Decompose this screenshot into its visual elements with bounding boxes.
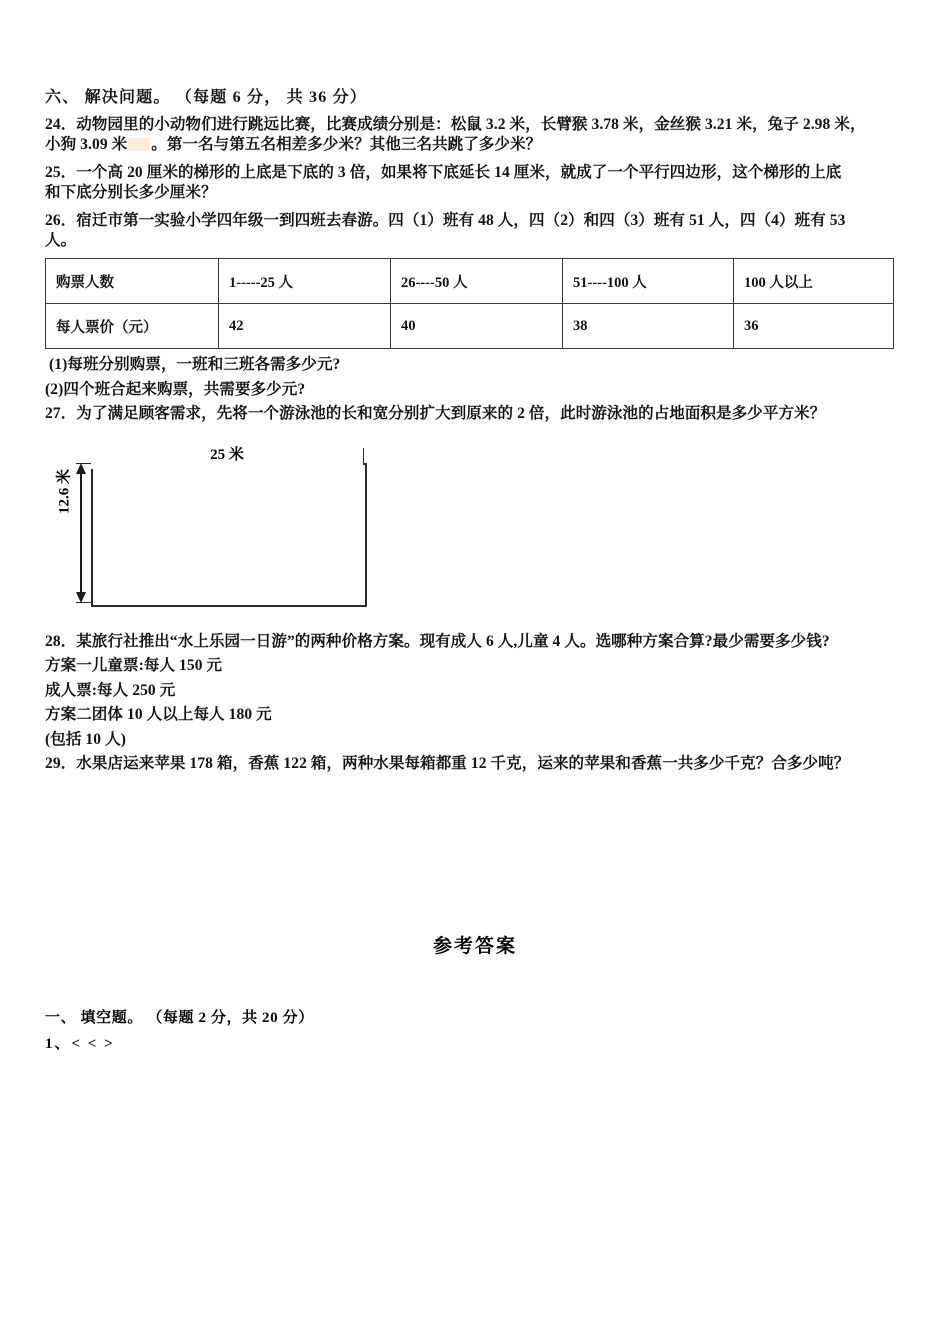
table-row-header: 购票人数 xyxy=(46,259,219,304)
height-dimension-arrow xyxy=(80,463,82,603)
question-24-line-2-part-b: 。第一名与第五名相差多少米？其他三名共跳了多少米？ xyxy=(151,135,542,153)
question-24-line-2-part-a: 小狗 3.09 米 xyxy=(45,135,128,153)
question-24 xyxy=(45,117,905,152)
dimension-line xyxy=(80,467,82,599)
table-cell: 38 xyxy=(563,304,734,349)
width-label: 25 米 xyxy=(200,443,254,464)
width-label-wrapper xyxy=(91,448,363,469)
answers-title: 参考答案 xyxy=(432,935,517,957)
dimension-tick-right xyxy=(363,448,364,464)
question-29-line-1: 29．水果店运来苹果 178 箱，香蕉 122 箱，两种水果每箱都重 12 千克，运来的苹果和香蕉一共多少千克？合多少吨？ xyxy=(45,755,850,772)
question-28-line-2: 方案一儿童票:每人 150 元 xyxy=(45,657,223,674)
arrow-down-icon xyxy=(76,592,86,603)
table-cell: 26----50 人 xyxy=(391,259,563,304)
question-25-line-1: 25．一个高 20 厘米的梯形的上底是下底的 3 倍，如果将下底延长 14 厘米，就成了一个平行四边形，这个梯形的上底 xyxy=(45,164,842,181)
question-24-line-1: 24．动物园里的小动物们进行跳远比赛，比赛成绩分别是：松鼠 3.2 米，长臂猴 3.78 米，金丝猴 3.21 米，兔子 2.98 米， xyxy=(45,116,866,133)
question-28-line-1: 28．某旅行社推出“水上乐园一日游”的两种价格方案。现有成人 6 人,儿童 4 人。选哪种方案合算?最少需要多少钱? xyxy=(45,632,830,650)
table-cell: 100 人以上 xyxy=(734,259,894,304)
price-table-wrapper xyxy=(45,258,905,349)
arrow-up-icon xyxy=(76,463,86,474)
highlight-smudge xyxy=(128,138,150,151)
table-cell: 1-----25 人 xyxy=(219,259,391,304)
answers-gap xyxy=(45,958,905,1006)
section-heading: 六、 解决问题。 （每题 6 分， 共 36 分） xyxy=(45,89,368,106)
table-cell: 36 xyxy=(734,304,894,349)
price-table xyxy=(45,258,894,349)
table-row xyxy=(46,259,894,304)
question-24-line-2 xyxy=(45,137,905,153)
height-label: 12.6 米 xyxy=(58,456,73,526)
page-content xyxy=(45,90,905,1053)
question-28-line-3: 成人票:每人 250 元 xyxy=(45,681,176,699)
width-dimension-arrow xyxy=(91,446,363,463)
question-27-line-1: 27．为了满足顾客需求，先将一个游泳池的长和宽分别扩大到原来的 2 倍，此时游泳池的占地面积是多少平方米？ xyxy=(45,405,826,422)
table-row xyxy=(46,304,894,349)
question-26-line-2: 人。 xyxy=(45,231,77,249)
table-cell: 40 xyxy=(391,304,563,349)
table-cell: 51----100 人 xyxy=(563,259,734,304)
question-25 xyxy=(45,165,905,200)
question-26-sub-2: (2)四个班合起来购票，共需要多少元? xyxy=(45,380,306,398)
question-28-line-5: (包括 10 人) xyxy=(45,730,126,748)
question-26 xyxy=(45,213,905,248)
question-25-line-2: 和下底分别长多少厘米？ xyxy=(45,183,217,201)
table-row-header: 每人票价（元） xyxy=(46,304,219,349)
question-26-line-1: 26．宿迁市第一实验小学四年级一到四班去春游。四（1）班有 48 人，四（2）和四（3）班有 51 人，四（4）班有 53 xyxy=(45,212,846,229)
table-cell: 42 xyxy=(219,304,391,349)
question-26-sub-1: (1)每班分别购票，一班和三班各需多少元? xyxy=(45,356,341,373)
pool-rectangle xyxy=(91,463,367,607)
blank-work-space xyxy=(45,781,905,931)
question-28-line-4: 方案二团体 10 人以上每人 180 元 xyxy=(45,706,272,723)
pool-diagram xyxy=(56,438,423,618)
answers-section-heading: 一、 填空题。 （每题 2 分，共 20 分） xyxy=(45,1009,314,1026)
answer-item-1: 1、< < > xyxy=(45,1035,115,1052)
